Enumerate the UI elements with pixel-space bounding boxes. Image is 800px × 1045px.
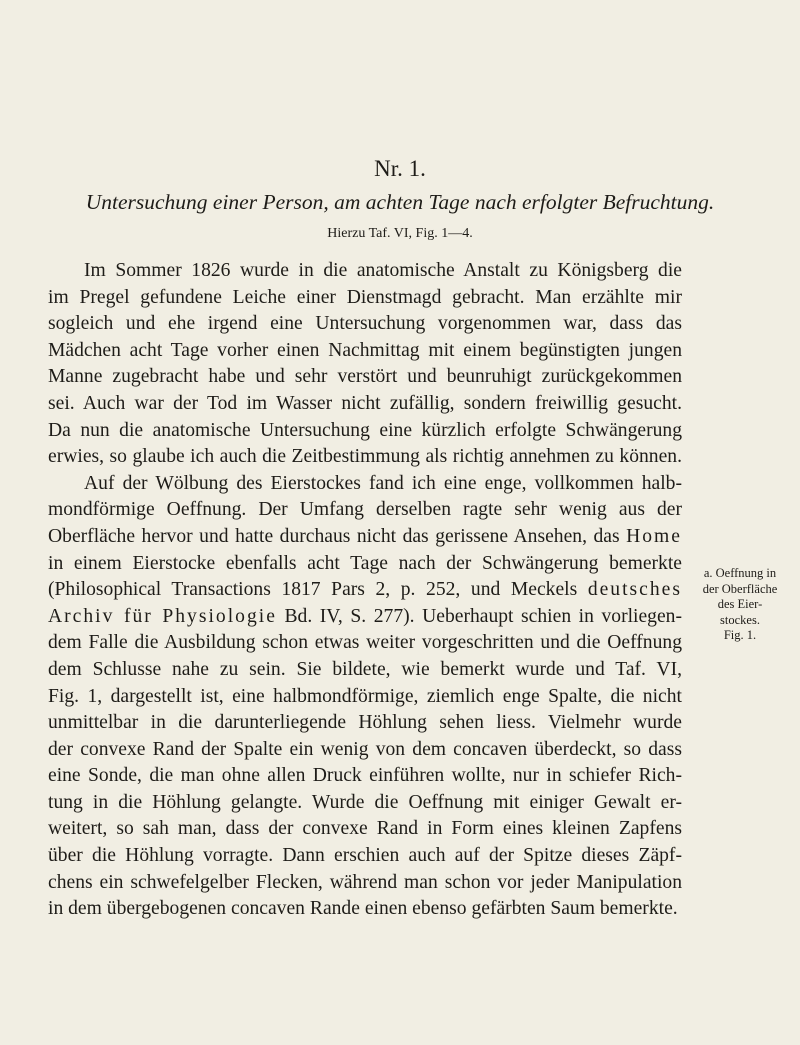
- margin-note-line: a. Oeffnung in: [703, 566, 777, 580]
- body-text: [48, 258, 682, 923]
- margin-note: [690, 566, 790, 644]
- journal-title-part: deutsches: [587, 579, 682, 601]
- margin-note-line: stockes.: [720, 612, 760, 627]
- margin-note-line: Fig. 1.: [723, 628, 757, 642]
- text-line: sogleich und ehe irgend eine Untersuchung vorgenommen war, dass das: [48, 313, 682, 335]
- text-line: unmittelbar in die darunterliegende Höhlung sehen liess. Vielmehr wurde: [48, 712, 682, 734]
- text-line: im Pregel gefundene Leiche einer Dienstmagd gebracht. Man erzählte mir: [48, 286, 682, 308]
- plate-reference: Hierzu Taf. VI, Fig. 1—4.: [327, 226, 473, 241]
- text-line: sei. Auch war der Tod im Wasser nicht zufällig, sondern freiwillig gesucht.: [48, 392, 682, 414]
- margin-note-line: der Oberfläche: [702, 581, 778, 596]
- text-line: in einem Eierstocke ebenfalls acht Tage nach der Schwängerung bemerkte: [48, 552, 682, 574]
- text-segment: (Philosophical Transactions 1817 Pars 2, p. 252, und Meckels: [48, 579, 588, 601]
- text-line: über die Höhlung vorragte. Dann erschien auch auf der Spitze dieses Zäpf-: [48, 845, 682, 867]
- text-line: Mädchen acht Tage vorher einen Nachmittag mit einem begünstigten jungen: [48, 339, 682, 361]
- text-line: Im Sommer 1826 wurde in die anatomische Anstalt zu Königsberg die: [84, 260, 682, 281]
- text-line: erwies, so glaube ich auch die Zeitbestimmung als richtig annehmen zu können.: [48, 446, 682, 468]
- text-line: [48, 577, 682, 604]
- text-line: Manne zugebracht habe und sehr verstört und beunruhigt zurückgekommen: [48, 366, 682, 388]
- author-name-home: Home: [626, 525, 682, 547]
- text-line: chens ein schwefelgelber Flecken, während man schon vor jeder Manipulation: [48, 871, 682, 893]
- text-line: tung in die Höhlung gelangte. Wurde die Oeffnung mit einiger Gewalt er-: [48, 791, 682, 813]
- text-line: in dem übergebogenen concaven Rande einen ebenso gefärbten Saum bemerkte.: [48, 898, 678, 920]
- text-line: Da nun die anatomische Untersuchung eine kürzlich erfolgte Schwängerung: [48, 419, 682, 441]
- text-line: [48, 524, 682, 551]
- text-line: Auf der Wölbung des Eierstockes fand ich eine enge, vollkommen halb-: [84, 472, 682, 494]
- text-line: dem Falle die Ausbildung schon etwas weiter vorgeschritten und die Oeffnung: [48, 632, 682, 654]
- section-title: Untersuchung einer Person, am achten Tage nach erfolgter Befruchtung.: [85, 190, 715, 214]
- text-line: dem Schlusse nahe zu sein. Sie bildete, wie bemerkt wurde und Taf. VI,: [48, 658, 682, 680]
- text-line: eine Sonde, die man ohne allen Druck einführen wollte, nur in schiefer Rich-: [48, 765, 682, 787]
- text-segment: Oberfläche hervor und hatte durchaus nicht das gerissene Ansehen, das: [48, 525, 627, 547]
- text-line: [48, 604, 682, 631]
- section-number: Nr. 1.: [374, 156, 426, 181]
- text-segment: Bd. IV, S. 277). Ueberhaupt schien in vorliegen-: [276, 605, 682, 627]
- margin-note-line: des Eier-: [717, 597, 763, 611]
- journal-title-part: Archiv für Physiologie: [48, 605, 277, 627]
- text-line: der convexe Rand der Spalte ein wenig von dem concaven überdeckt, so dass: [48, 738, 682, 760]
- text-line: weitert, so sah man, dass der convexe Rand in Form eines kleinen Zapfens: [48, 818, 682, 840]
- text-line: mondförmige Oeffnung. Der Umfang derselben ragte sehr wenig aus der: [48, 499, 682, 521]
- text-line: Fig. 1, dargestellt ist, eine halbmondförmige, ziemlich enge Spalte, die nicht: [48, 685, 682, 707]
